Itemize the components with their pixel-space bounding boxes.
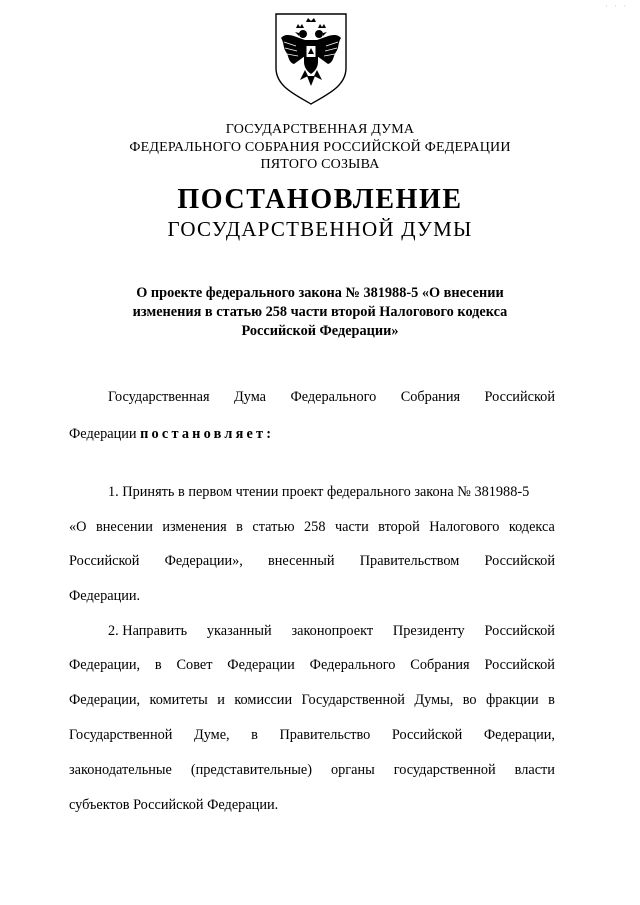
item2-line-1: [69, 620, 555, 642]
word: кодекса: [508, 519, 555, 535]
document-subject: [110, 284, 530, 341]
word: Президенту: [392, 623, 465, 639]
scan-marks: · · ·: [605, 2, 628, 11]
word: Российской: [391, 727, 463, 743]
word: Российской: [484, 623, 555, 639]
word: Думы,: [414, 692, 454, 708]
word: Российской: [484, 657, 555, 673]
word: Федерации,: [69, 657, 141, 673]
document-issuer: ГОСУДАРСТВЕННОЙ ДУМЫ: [167, 217, 473, 241]
word: комиссии: [234, 692, 293, 708]
item2-line-4: [69, 724, 555, 746]
word: Собрания: [410, 657, 470, 673]
word: в: [154, 657, 162, 673]
item1-line-2: [69, 516, 555, 538]
item2-line-2: [69, 654, 555, 676]
convocation-line: ПЯТОГО СОЗЫВА: [260, 157, 380, 172]
word: власти: [514, 762, 555, 778]
subject-line: Российской Федерации»: [241, 323, 399, 339]
word: законодательные: [69, 762, 172, 778]
decree-verb: постановляет:: [140, 426, 275, 442]
word: Федерации,: [69, 692, 141, 708]
word: Собрания: [400, 389, 461, 405]
word: государственной: [393, 762, 496, 778]
word: Федерального: [290, 389, 377, 405]
word: в: [236, 519, 243, 535]
word: 2. Направить: [108, 623, 188, 639]
document-title: ПОСТАНОВЛЕНИЕ: [177, 184, 463, 215]
word: Российской: [69, 553, 140, 569]
item1-line-3: [69, 550, 555, 572]
word: части: [334, 519, 369, 535]
word: Федерации»,: [164, 553, 243, 569]
word: Думе,: [193, 727, 230, 743]
word: Российской: [484, 553, 555, 569]
word: Государственной: [69, 727, 173, 743]
preamble-line-1: [69, 386, 555, 408]
word: Федерации: [69, 426, 137, 442]
word: во: [462, 692, 477, 708]
word: внесенный: [268, 553, 335, 569]
preamble-line-2: [69, 423, 555, 445]
word: внесении: [95, 519, 153, 535]
word: комитеты: [149, 692, 208, 708]
item1-line-4: Федерации.: [69, 588, 141, 604]
word: 258: [304, 519, 326, 535]
word: изменения: [162, 519, 227, 535]
organization-line: ГОСУДАРСТВЕННАЯ ДУМА: [225, 122, 415, 137]
word: «О: [69, 519, 87, 535]
word: Дума: [233, 389, 266, 405]
word: Правительством: [359, 553, 460, 569]
word: законопроект: [291, 623, 374, 639]
word: второй: [378, 519, 420, 535]
item2-line-5: [69, 759, 555, 781]
word: в: [548, 692, 555, 708]
word: Российской: [484, 389, 555, 405]
word: в: [251, 727, 258, 743]
assembly-line: ФЕДЕРАЛЬНОГО СОБРАНИЯ РОССИЙСКОЙ ФЕДЕРАЦИИ: [129, 139, 511, 155]
word: фракции: [486, 692, 539, 708]
word: Федерации,: [483, 727, 555, 743]
coat-of-arms-emblem: [272, 10, 350, 106]
word: и: [217, 692, 225, 708]
word: Правительство: [279, 727, 371, 743]
word: указанный: [206, 623, 272, 639]
word: Государственная: [108, 389, 210, 405]
word: Федерации: [227, 657, 295, 673]
word: Федерального: [309, 657, 396, 673]
word: (представительные): [190, 762, 312, 778]
item2-line-3: [69, 689, 555, 711]
subject-line: изменения в статью 258 части второй Налогового кодекса: [132, 304, 508, 320]
word: Совет: [176, 657, 213, 673]
subject-line: О проекте федерального закона № 381988-5 «О внесении: [136, 285, 504, 301]
issuer-header: [0, 121, 640, 174]
word: Государственной: [301, 692, 405, 708]
word: статью: [252, 519, 295, 535]
word: Налогового: [429, 519, 500, 535]
word: органы: [330, 762, 375, 778]
item2-line-6: субъектов Российской Федерации.: [69, 797, 279, 813]
item1-line-1: 1. Принять в первом чтении проект федерального закона № 381988-5: [108, 484, 530, 500]
